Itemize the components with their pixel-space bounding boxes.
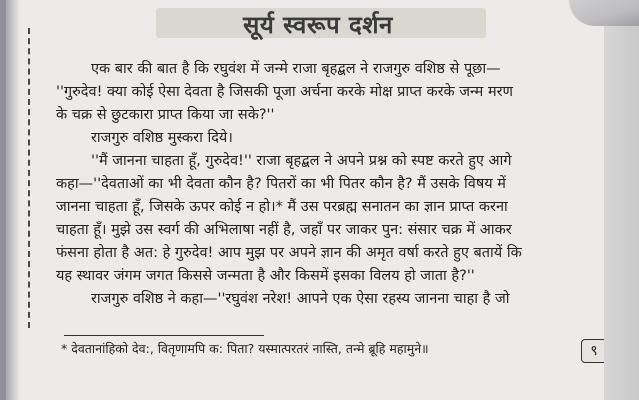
text-line: एक बार की बात है कि रघुवंश में जन्मे राजा बृहद्बल ने राजगुरु वशिष्ठ से पूछा— — [91, 61, 501, 77]
text-line: राजगुरु वशिष्ठ ने कहा—''रघुवंश नरेश! आपने एक ऐसा रहस्य जानना चाहा है जो — [91, 291, 510, 307]
text-line: फंसना होता है अत: हे गुरुदेव! आप मुझ पर अपने ज्ञान की अमृत वर्षा करते हुए बतायें कि — [56, 245, 522, 261]
footnote: * देवतानांहिको देव:, वितृणामपि क: पिता? यस्मात्परतरं नास्ति, तन्मे ब्रूहि महामुने॥ — [61, 341, 429, 356]
text-line: के चक्र से छुटकारा प्राप्त किया जा सके?'' — [56, 107, 275, 123]
footnote-rule — [64, 335, 264, 336]
text-line: जानना चाहता हूँ, जिसके ऊपर कोई न हो।* मैं उस परब्रह्म सनातन का ज्ञान प्राप्त करना — [56, 199, 508, 215]
chapter-title: सूर्य स्वरूप दर्शन — [243, 11, 393, 39]
text-line: कहा—''देवताओं का भी देवता कौन है? पितरों का भी पितर कौन है? मैं उसके विषय में — [56, 176, 506, 192]
book-page — [6, 0, 630, 400]
book-edge — [604, 0, 639, 400]
text-line: राजगुरु वशिष्ठ मुस्करा दिये। — [91, 130, 233, 146]
body-text — [56, 58, 591, 311]
page-binding-shadow — [6, 0, 20, 400]
text-line: चाहता हूँ। मुझे उस स्वर्ग की अभिलाषा नहीं है, जहाँ पर जाकर पुन: संसार चक्र में आकर — [56, 222, 512, 238]
text-line: ''गुरुदेव! क्या कोई ऐसा देवता है जिसकी पूजा अर्चना करके मोक्ष प्राप्त करके जन्म मरण — [56, 84, 514, 100]
text-line: ''मैं जानना चाहता हूँ, गुरुदेव!'' राजा बृहद्बल ने अपने प्रश्न को स्पष्ट करते हुए आगे — [91, 153, 512, 169]
page-number: ९ — [581, 339, 607, 363]
text-line: यह स्थावर जंगम जगत किससे जन्मता है और किसमें इसका विलय हो जाता है?'' — [56, 268, 475, 284]
